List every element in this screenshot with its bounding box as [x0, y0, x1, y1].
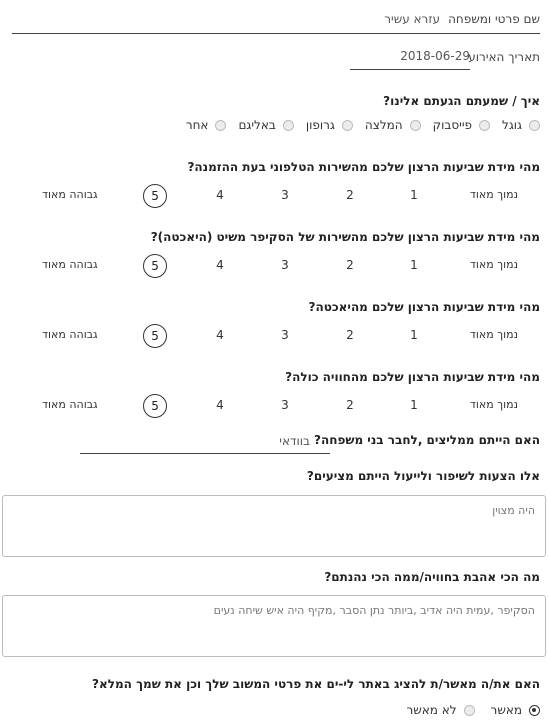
rating-option-selected[interactable]: 5 [143, 324, 167, 348]
radio-icon[interactable] [529, 120, 540, 131]
name-label: שם פרטי ומשפחה [448, 12, 540, 26]
rating-option[interactable]: 4 [216, 258, 224, 272]
source-option-baligam[interactable] [238, 118, 293, 132]
date-underline [350, 69, 470, 70]
rating-option[interactable]: 2 [346, 188, 354, 202]
date-input[interactable]: 2018-06-29 [400, 49, 470, 63]
radio-icon[interactable] [215, 120, 226, 131]
rating-option[interactable]: 2 [346, 328, 354, 342]
scale-low-label: נמוך מאוד [469, 398, 518, 411]
recommend-input[interactable]: בוודאי [279, 434, 310, 448]
source-question: איך / שמעתם הגעתם אלינו? [383, 94, 540, 108]
option-label: גוגל [502, 118, 522, 132]
rating-option[interactable]: 3 [281, 188, 289, 202]
scale-high-label: גבוהה מאוד [42, 188, 98, 201]
source-option-facebook[interactable] [433, 118, 490, 132]
scale-high-label: גבוהה מאוד [42, 328, 98, 341]
source-option-google[interactable] [502, 118, 540, 132]
rating-option[interactable]: 1 [410, 188, 418, 202]
option-label: המלצה [364, 118, 403, 132]
scale-low-label: נמוך מאוד [469, 188, 518, 201]
radio-icon[interactable] [464, 705, 475, 716]
rating-option[interactable]: 4 [216, 398, 224, 412]
scale-low-label: נמוך מאוד [469, 328, 518, 341]
rating-option[interactable]: 2 [346, 258, 354, 272]
radio-icon[interactable] [283, 120, 294, 131]
name-underline [12, 33, 540, 34]
suggestions-textarea[interactable]: היה מצוין [2, 495, 546, 557]
recommend-underline [80, 453, 330, 454]
radio-icon[interactable] [342, 120, 353, 131]
rating-question: מהי מידת שביעות הרצון שלכם מהשירות של הסקיפר משיט (היאכטה)? [150, 230, 540, 244]
rating-option[interactable]: 3 [281, 258, 289, 272]
source-options [186, 118, 540, 132]
option-label: לא מאשר [406, 703, 457, 717]
consent-decline[interactable] [406, 703, 474, 717]
option-label: פייסבוק [432, 118, 473, 132]
rating-option-selected[interactable]: 5 [143, 254, 167, 278]
rating-option[interactable]: 1 [410, 328, 418, 342]
recommend-question: האם הייתם ממליצים ,לחבר בני משפחה? [314, 433, 540, 447]
radio-icon[interactable] [410, 120, 421, 131]
rating-option[interactable]: 1 [410, 258, 418, 272]
radio-icon[interactable] [479, 120, 490, 131]
consent-approve[interactable] [491, 703, 540, 717]
rating-option[interactable]: 4 [216, 328, 224, 342]
rating-option-selected[interactable]: 5 [143, 184, 167, 208]
scale-low-label: נמוך מאוד [469, 258, 518, 271]
option-label: באליגם [238, 118, 276, 132]
option-label: גרופון [305, 118, 335, 132]
scale-high-label: גבוהה מאוד [42, 258, 98, 271]
consent-question: האם את/ה מאשר/ת להציג באתר לי-ים את פרטי המשוב שלך וכן את שמך המלא? [92, 677, 540, 691]
radio-selected-icon[interactable] [529, 705, 540, 716]
rating-question: מהי מידת שביעות הרצון שלכם מהיאכטה? [308, 300, 540, 314]
name-input[interactable]: עזרא עשיר [384, 12, 440, 26]
option-label: אחר [185, 118, 209, 132]
scale-high-label: גבוהה מאוד [42, 398, 98, 411]
consent-options [406, 703, 540, 717]
rating-option-selected[interactable]: 5 [143, 394, 167, 418]
source-option-recommendation[interactable] [365, 118, 421, 132]
liked-question: מה הכי אהבת בחוויה/ממה הכי נהנתם? [324, 570, 540, 584]
suggestions-question: אלו הצעות לשיפור ולייעול הייתם מציעים? [306, 469, 540, 483]
rating-option[interactable]: 3 [281, 398, 289, 412]
rating-option[interactable]: 4 [216, 188, 224, 202]
rating-option[interactable]: 3 [281, 328, 289, 342]
rating-question: מהי מידת שביעות הרצון שלכם מהשירות הטלפוני בעת ההזמנה? [187, 160, 540, 174]
date-label: תאריך האירוע [468, 50, 540, 64]
rating-option[interactable]: 1 [410, 398, 418, 412]
rating-option[interactable]: 2 [346, 398, 354, 412]
rating-question: מהי מידת שביעות הרצון שלכם מהחוויה כולה? [285, 370, 540, 384]
source-option-groupon[interactable] [306, 118, 353, 132]
source-option-other[interactable] [186, 118, 227, 132]
liked-textarea[interactable]: הסקיפר ,עמית היה אדיב ,ביותר נתן הסבר ,מקיף היה איש שיחה נעים [2, 595, 546, 657]
option-label: מאשר [490, 703, 522, 717]
